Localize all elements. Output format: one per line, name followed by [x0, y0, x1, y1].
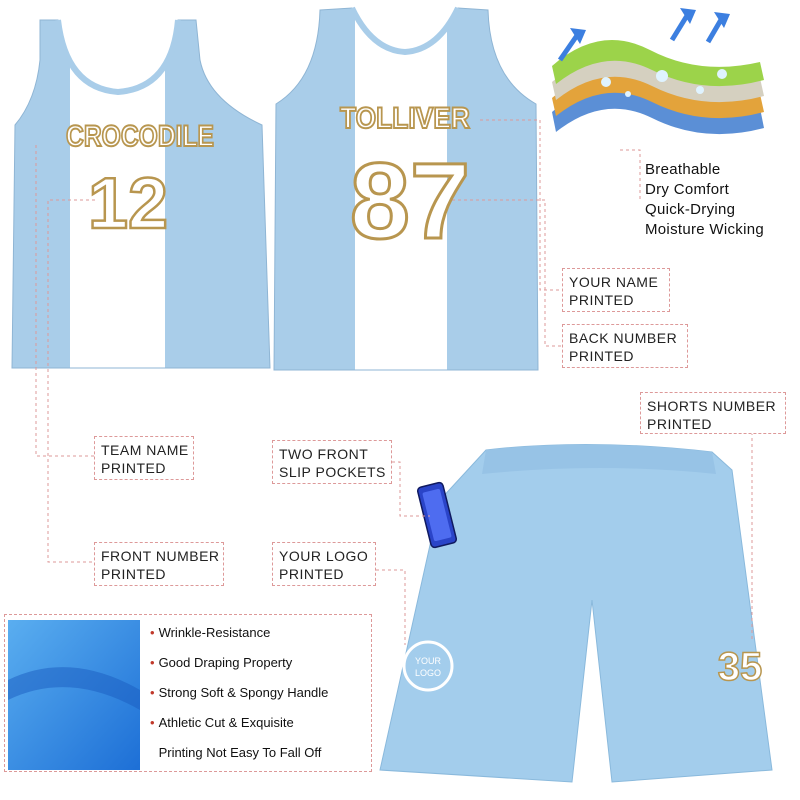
- callout-line: SHORTS NUMBER: [647, 398, 777, 414]
- back-number: 87: [349, 140, 471, 261]
- benefit-item: Printing Not Easy To Fall Off: [158, 745, 322, 760]
- callout-front-number: [94, 542, 224, 586]
- callout-line: PRINTED: [569, 348, 634, 364]
- feature-item: Moisture Wicking: [645, 221, 764, 238]
- callout-back-number: [562, 324, 688, 368]
- feature-item: Dry Comfort: [645, 181, 730, 198]
- callout-line: BACK NUMBER: [569, 330, 678, 346]
- callout-line: FRONT NUMBER: [101, 548, 220, 564]
- feature-item: Breathable: [645, 161, 721, 178]
- feature-list: [645, 160, 764, 240]
- callout-your-logo: [272, 542, 376, 586]
- front-team-name: CROCODILE: [66, 120, 214, 153]
- front-number: 12: [87, 164, 169, 244]
- callout-shorts-number: [640, 392, 786, 434]
- callout-your-name: [562, 268, 670, 312]
- callout-slip-pockets: [272, 440, 392, 484]
- callout-line: PRINTED: [569, 292, 634, 308]
- logo-text-line2: LOGO: [414, 668, 442, 678]
- benefit-item: • Wrinkle-Resistance: [150, 625, 271, 640]
- feature-item: Quick-Drying: [645, 201, 736, 218]
- callout-line: PRINTED: [647, 416, 712, 432]
- callout-line: YOUR LOGO: [279, 548, 369, 564]
- callout-line: YOUR NAME: [569, 274, 659, 290]
- shorts-number: 35: [717, 645, 763, 689]
- callout-line: TWO FRONT: [279, 446, 369, 462]
- fabric-layers-icon: [552, 8, 764, 134]
- benefit-item: • Good Draping Property: [150, 655, 293, 670]
- callout-line: PRINTED: [101, 566, 166, 582]
- back-player-name: TOLLIVER: [340, 102, 471, 135]
- callout-team-name: [94, 436, 194, 480]
- callout-line: PRINTED: [101, 460, 166, 476]
- logo-text-line1: YOUR: [414, 656, 442, 666]
- benefit-list: [150, 618, 328, 768]
- benefit-item: • Strong Soft & Spongy Handle: [150, 685, 329, 700]
- callout-line: PRINTED: [279, 566, 344, 582]
- callout-line: TEAM NAME: [101, 442, 189, 458]
- benefit-item: • Athletic Cut & Exquisite: [150, 715, 294, 730]
- callout-line: SLIP POCKETS: [279, 464, 386, 480]
